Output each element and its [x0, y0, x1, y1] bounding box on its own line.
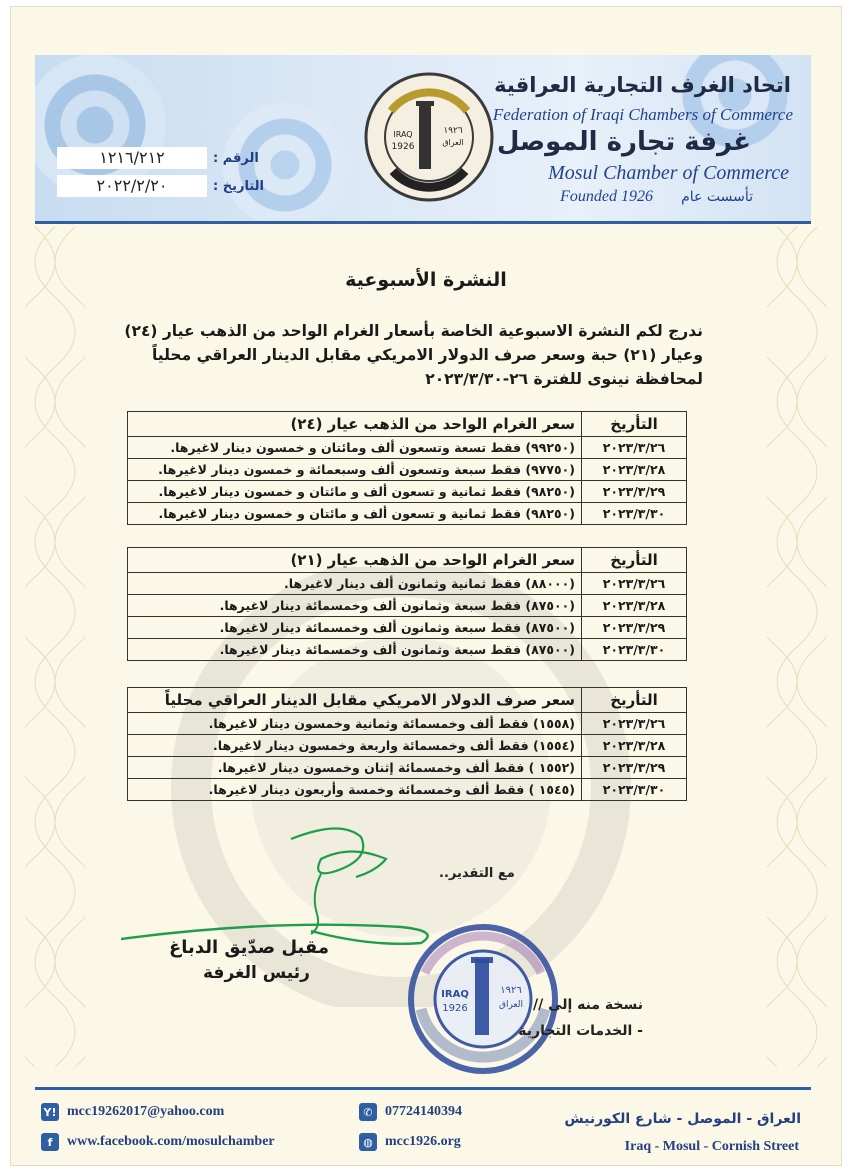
- intro-line: وعيار (٢١) حبة وسعر صرف الدولار الامريكي مقابل الدينار العراقي محلياً: [151, 346, 703, 364]
- stamp-year-ar: ١٩٢٦: [500, 985, 522, 996]
- footer-phone[interactable]: [359, 1103, 462, 1121]
- table-row: [128, 481, 687, 503]
- row-value: (١٥٥٤) فقط ألف وخمسمائة واربعة وخمسون دينار لاغيرها.: [128, 735, 582, 757]
- row-date: ٢٠٢٣/٣/٣٠: [582, 639, 687, 661]
- letter-page: [10, 6, 842, 1166]
- signer-name: مقبل صدّيق الدباغ: [169, 937, 329, 958]
- price-column-header: سعر الغرام الواحد من الذهب عيار (٢٤): [128, 412, 582, 437]
- table-header-row: [128, 548, 687, 573]
- whatsapp-icon: ✆: [359, 1103, 377, 1121]
- row-date: ٢٠٢٣/٣/٢٦: [582, 437, 687, 459]
- logo-country-en: IRAQ: [393, 130, 413, 139]
- usd-exchange-table: [127, 687, 687, 801]
- date-column-header: التأريخ: [582, 548, 687, 573]
- table-row: [128, 595, 687, 617]
- gold-24k-table: [127, 411, 687, 525]
- gold-21k-table: [127, 547, 687, 661]
- letter-date: ٢٠٢٢/٢/٢٠: [57, 175, 207, 197]
- founded-ar: تأسست عام: [681, 189, 753, 205]
- row-value: (٩٩٢٥٠) فقط تسعة وتسعون ألف ومائتان و خمسون دينار لاغيرها.: [128, 437, 582, 459]
- footer-divider: [35, 1087, 811, 1090]
- chamber-logo: [363, 71, 495, 203]
- row-date: ٢٠٢٣/٣/٣٠: [582, 779, 687, 801]
- row-value: (٩٨٢٥٠) فقط ثمانية و تسعون ألف و مائتان و خمسون دينار لاغيرها.: [128, 481, 582, 503]
- signer-role: رئيس الغرفة: [203, 963, 310, 983]
- table-row: [128, 459, 687, 481]
- facebook-text: www.facebook.com/mosulchamber: [67, 1134, 275, 1149]
- founded-en: Founded 1926: [560, 188, 653, 205]
- intro-paragraph: [123, 319, 703, 391]
- row-date: ٢٠٢٣/٣/٢٩: [582, 757, 687, 779]
- row-value: (١٥٥٨) فقط ألف وخمسمائة وثمانية وخمسون دينار لاغيرها.: [128, 713, 582, 735]
- email-text: mcc19262017@yahoo.com: [67, 1104, 225, 1119]
- website-text: mcc1926.org: [385, 1134, 461, 1149]
- left-border-pattern: [25, 227, 85, 1067]
- intro-line: لمحافظة نينوى للفترة ٢٦-٢٠٢٣/٣/٣٠: [425, 370, 703, 388]
- footer-address-en: Iraq - Mosul - Cornish Street: [624, 1139, 799, 1154]
- table-row: [128, 639, 687, 661]
- table-header-row: [128, 412, 687, 437]
- row-date: ٢٠٢٣/٣/٢٨: [582, 595, 687, 617]
- chamber-name-en: Mosul Chamber of Commerce: [548, 162, 789, 184]
- letterhead: [35, 55, 811, 224]
- row-date: ٢٠٢٣/٣/٢٨: [582, 459, 687, 481]
- price-column-header: سعر الغرام الواحد من الذهب عيار (٢١): [128, 548, 582, 573]
- row-value: (١٥٤٥ ) فقط ألف وخمسمائة وخمسة وأربعون دينار لاغيرها.: [128, 779, 582, 801]
- row-date: ٢٠٢٣/٣/٢٨: [582, 735, 687, 757]
- table-row: [128, 573, 687, 595]
- federation-name-en: Federation of Iraqi Chambers of Commerce: [492, 105, 793, 124]
- federation-name-ar: اتحاد الغرف التجارية العراقية: [494, 73, 791, 97]
- document-title: النشرة الأسبوعية: [345, 269, 507, 291]
- row-value: (١٥٥٢ ) فقط ألف وخمسمائة إثنان وخمسون دينار لاغيرها.: [128, 757, 582, 779]
- stamp-year-en: 1926: [442, 1003, 468, 1014]
- footer-website[interactable]: [359, 1133, 461, 1151]
- rate-column-header: سعر صرف الدولار الامريكي مقابل الدينار العراقي محلياً: [128, 688, 582, 713]
- intro-line: ندرج لكم النشرة الاسبوعية الخاصة بأسعار الغرام الواحد من الذهب عيار (٢٤): [124, 322, 703, 340]
- date-column-header: التأريخ: [582, 688, 687, 713]
- row-value: (٨٧٥٠٠) فقط سبعة وثمانون ألف وخمسمائة دينار لاغيرها.: [128, 595, 582, 617]
- table-header-row: [128, 688, 687, 713]
- row-value: (٩٧٧٥٠) فقط سبعة وتسعون ألف وسبعمائة و خمسون دينار لاغيرها.: [128, 459, 582, 481]
- table-row: [128, 735, 687, 757]
- logo-year-ar: ١٩٢٦: [443, 126, 463, 136]
- logo-year-en: 1926: [391, 142, 415, 152]
- reference-label: الرقم :: [213, 151, 259, 166]
- copy-to-item: - الخدمات التجارية: [518, 1023, 643, 1039]
- row-date: ٢٠٢٣/٣/٢٩: [582, 617, 687, 639]
- footer-address-ar: العراق - الموصل - شارع الكورنيش: [564, 1111, 801, 1127]
- phone-text: 07724140394: [385, 1104, 462, 1119]
- row-value: (٨٧٥٠٠) فقط سبعة وثمانون ألف وخمسمائة دينار لاغيرها.: [128, 617, 582, 639]
- copy-to-label: نسخة منه إلى //: [532, 997, 643, 1013]
- table-row: [128, 757, 687, 779]
- date-column-header: التأريخ: [582, 412, 687, 437]
- table-row: [128, 437, 687, 459]
- footer-facebook[interactable]: [41, 1133, 275, 1151]
- stamp-country-en: IRAQ: [441, 989, 469, 1000]
- row-value: (٨٧٥٠٠) فقط سبعة وثمانون ألف وخمسمائة دينار لاغيرها.: [128, 639, 582, 661]
- row-date: ٢٠٢٣/٣/٣٠: [582, 503, 687, 525]
- closing-regards: مع التقدير..: [439, 866, 515, 881]
- yahoo-mail-icon: Y!: [41, 1103, 59, 1121]
- row-date: ٢٠٢٣/٣/٢٦: [582, 713, 687, 735]
- chamber-name-ar: غرفة تجارة الموصل: [496, 127, 751, 157]
- logo-country-ar: العراق: [442, 138, 464, 147]
- table-row: [128, 503, 687, 525]
- right-border-pattern: [767, 227, 827, 1067]
- facebook-icon: f: [41, 1133, 59, 1151]
- table-row: [128, 779, 687, 801]
- reference-number: ١٢١٦/٢١٢: [57, 147, 207, 169]
- table-row: [128, 713, 687, 735]
- row-date: ٢٠٢٣/٣/٢٩: [582, 481, 687, 503]
- web-icon: ◍: [359, 1133, 377, 1151]
- date-label: التاريخ :: [213, 179, 264, 194]
- row-date: ٢٠٢٣/٣/٢٦: [582, 573, 687, 595]
- row-value: (٨٨٠٠٠) فقط ثمانية وثمانون ألف دينار لاغيرها.: [128, 573, 582, 595]
- row-value: (٩٨٢٥٠) فقط ثمانية و تسعون ألف و مائتان و خمسون دينار لاغيرها.: [128, 503, 582, 525]
- footer-email[interactable]: [41, 1103, 224, 1121]
- stamp-country-ar: العراق: [498, 1000, 524, 1010]
- table-row: [128, 617, 687, 639]
